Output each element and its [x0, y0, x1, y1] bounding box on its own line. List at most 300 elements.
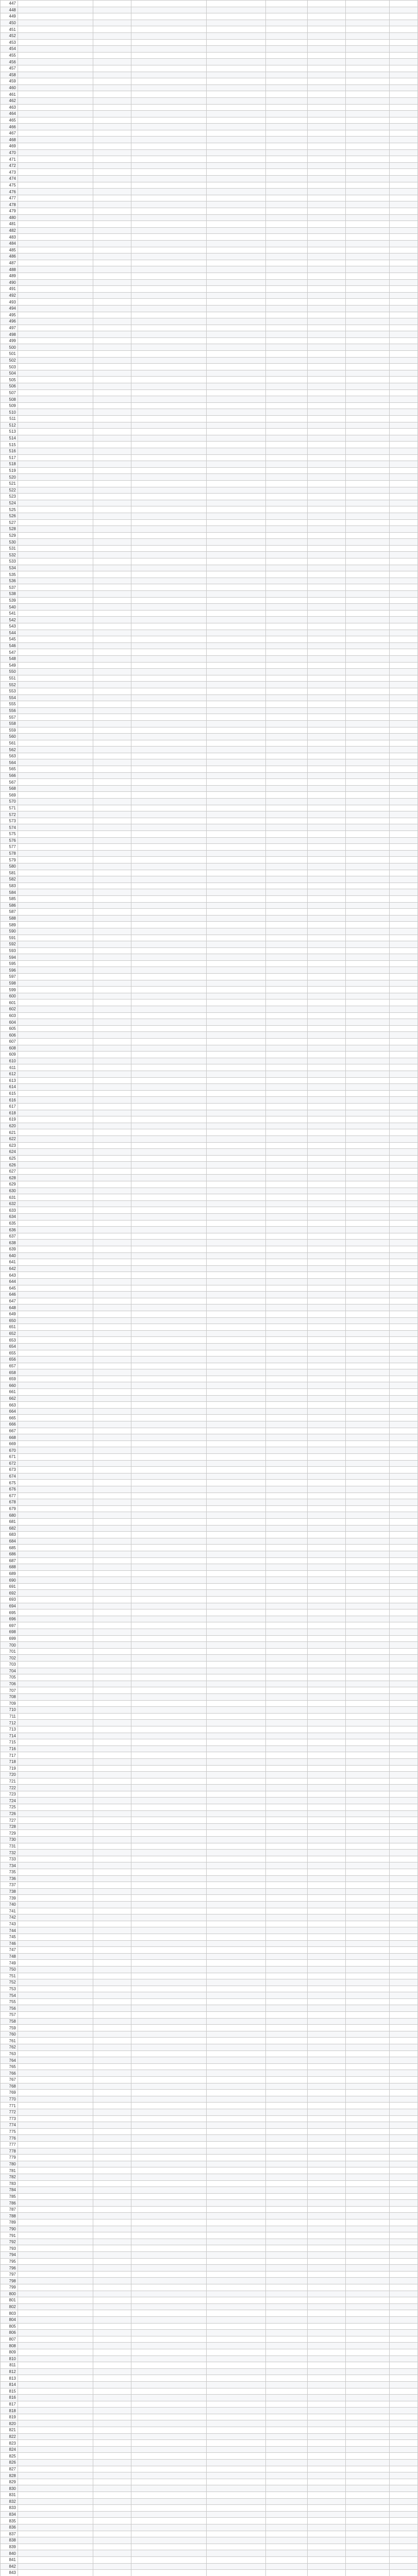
cell-code: [18, 2070, 93, 2077]
cell-type: [206, 552, 266, 558]
table-row: [1, 591, 418, 598]
cell-code: [18, 1914, 93, 1921]
cell-val: [266, 1525, 308, 1532]
cell-flag: [389, 1077, 417, 1084]
cell-flag: [389, 954, 417, 961]
cell-rate: [308, 980, 346, 987]
cell-code: [18, 299, 93, 306]
cell-name: [93, 1609, 131, 1616]
cell-rate: [308, 201, 346, 208]
cell-type: [206, 1292, 266, 1298]
cell-type: [206, 1220, 266, 1227]
cell-code: [18, 2109, 93, 2115]
cell-name: [93, 753, 131, 759]
cell-val: [266, 947, 308, 954]
cell-val: [266, 357, 308, 364]
cell-id: [131, 539, 206, 546]
cell-name: [93, 2219, 131, 2226]
cell-val: [266, 2453, 308, 2460]
cell-num: 451: [1, 26, 18, 33]
cell-id: [131, 1577, 206, 1584]
cell-code: [18, 494, 93, 500]
cell-num: 566: [1, 772, 18, 779]
cell-type: [206, 1357, 266, 1363]
cell-rate: [308, 2226, 346, 2232]
cell-num: 638: [1, 1240, 18, 1246]
cell-val: [266, 2466, 308, 2472]
cell-amt: [345, 772, 389, 779]
cell-amt: [345, 260, 389, 266]
cell-num: 658: [1, 1369, 18, 1376]
cell-flag: [389, 20, 417, 26]
cell-id: [131, 130, 206, 137]
cell-type: [206, 1953, 266, 1960]
cell-rate: [308, 325, 346, 331]
cell-code: [18, 928, 93, 935]
cell-id: [131, 1330, 206, 1337]
cell-amt: [345, 454, 389, 461]
cell-name: [93, 442, 131, 448]
cell-type: [206, 1882, 266, 1889]
cell-id: [131, 2440, 206, 2447]
cell-num: 743: [1, 1921, 18, 1927]
cell-id: [131, 1791, 206, 1798]
cell-type: [206, 935, 266, 941]
cell-flag: [389, 325, 417, 331]
cell-amt: [345, 2252, 389, 2259]
cell-num: 843: [1, 2570, 18, 2576]
cell-type: [206, 189, 266, 195]
cell-rate: [308, 1200, 346, 1207]
cell-val: [266, 2355, 308, 2362]
cell-rate: [308, 273, 346, 279]
cell-id: [131, 610, 206, 617]
cell-flag: [389, 429, 417, 435]
cell-rate: [308, 506, 346, 513]
cell-num: 624: [1, 1149, 18, 1156]
cell-num: 797: [1, 2271, 18, 2278]
table-row: [1, 130, 418, 137]
cell-num: 695: [1, 1609, 18, 1616]
cell-rate: [308, 682, 346, 688]
table-row: [1, 2219, 418, 2226]
cell-rate: [308, 331, 346, 338]
cell-amt: [345, 2077, 389, 2083]
cell-type: [206, 2122, 266, 2129]
cell-code: [18, 84, 93, 91]
cell-name: [93, 2336, 131, 2343]
cell-type: [206, 1454, 266, 1461]
table-row: [1, 46, 418, 53]
table-row: [1, 1052, 418, 1058]
cell-name: [93, 72, 131, 78]
cell-name: [93, 993, 131, 999]
cell-code: [18, 1953, 93, 1960]
cell-code: [18, 442, 93, 448]
cell-type: [206, 2303, 266, 2310]
cell-id: [131, 1525, 206, 1532]
cell-flag: [389, 214, 417, 221]
cell-code: [18, 1837, 93, 1843]
cell-val: [266, 1733, 308, 1739]
cell-code: [18, 772, 93, 779]
cell-val: [266, 1940, 308, 1947]
cell-val: [266, 1830, 308, 1837]
cell-num: 643: [1, 1272, 18, 1279]
cell-rate: [308, 1947, 346, 1954]
cell-rate: [308, 1467, 346, 1473]
cell-num: 574: [1, 824, 18, 831]
table-row: [1, 65, 418, 72]
cell-id: [131, 143, 206, 150]
cell-num: 557: [1, 714, 18, 721]
cell-code: [18, 2414, 93, 2420]
cell-rate: [308, 1785, 346, 1791]
cell-amt: [345, 1402, 389, 1409]
cell-val: [266, 2232, 308, 2239]
cell-num: 486: [1, 253, 18, 260]
cell-name: [93, 1629, 131, 1636]
cell-name: [93, 1837, 131, 1843]
table-row: [1, 402, 418, 409]
cell-type: [206, 2239, 266, 2245]
cell-val: [266, 1817, 308, 1824]
table-row: [1, 72, 418, 78]
cell-val: [266, 1687, 308, 1694]
cell-type: [206, 2155, 266, 2161]
cell-id: [131, 1285, 206, 1292]
cell-id: [131, 104, 206, 111]
cell-name: [93, 1408, 131, 1415]
cell-code: [18, 1785, 93, 1791]
cell-type: [206, 1434, 266, 1441]
cell-id: [131, 2388, 206, 2395]
cell-amt: [345, 1025, 389, 1032]
table-row: [1, 850, 418, 857]
cell-id: [131, 1927, 206, 1934]
cell-type: [206, 1791, 266, 1798]
cell-type: [206, 1986, 266, 1992]
cell-name: [93, 1207, 131, 1214]
table-row: [1, 2090, 418, 2096]
cell-type: [206, 2524, 266, 2531]
cell-code: [18, 253, 93, 260]
cell-amt: [345, 792, 389, 799]
cell-id: [131, 2083, 206, 2090]
cell-name: [93, 2511, 131, 2518]
cell-code: [18, 565, 93, 571]
cell-type: [206, 1181, 266, 1188]
cell-amt: [345, 1687, 389, 1694]
cell-rate: [308, 2161, 346, 2167]
cell-id: [131, 740, 206, 747]
cell-name: [93, 960, 131, 967]
cell-flag: [389, 1947, 417, 1954]
cell-id: [131, 2550, 206, 2557]
table-row: [1, 1545, 418, 1551]
table-row: [1, 1992, 418, 1999]
cell-id: [131, 766, 206, 773]
cell-name: [93, 954, 131, 961]
cell-val: [266, 1071, 308, 1077]
cell-amt: [345, 1518, 389, 1525]
cell-flag: [389, 2219, 417, 2226]
cell-code: [18, 947, 93, 954]
cell-code: [18, 2505, 93, 2512]
cell-id: [131, 675, 206, 682]
cell-num: 556: [1, 707, 18, 714]
cell-val: [266, 753, 308, 759]
cell-val: [266, 1350, 308, 1357]
cell-id: [131, 1278, 206, 1285]
cell-num: 739: [1, 1895, 18, 1902]
cell-code: [18, 1895, 93, 1902]
cell-code: [18, 2258, 93, 2265]
cell-id: [131, 1726, 206, 1733]
cell-type: [206, 2193, 266, 2200]
cell-code: [18, 467, 93, 474]
cell-name: [93, 655, 131, 662]
cell-flag: [389, 2239, 417, 2245]
table-row: [1, 1927, 418, 1934]
cell-name: [93, 1662, 131, 1668]
cell-amt: [345, 1149, 389, 1156]
cell-num: 577: [1, 844, 18, 851]
cell-num: 661: [1, 1389, 18, 1396]
cell-code: [18, 2330, 93, 2336]
cell-flag: [389, 1194, 417, 1201]
cell-id: [131, 993, 206, 999]
cell-type: [206, 558, 266, 565]
cell-num: 696: [1, 1616, 18, 1622]
cell-name: [93, 1428, 131, 1434]
cell-amt: [345, 714, 389, 721]
cell-rate: [308, 1726, 346, 1733]
table-row: [1, 1382, 418, 1389]
cell-val: [266, 2180, 308, 2187]
cell-val: [266, 396, 308, 403]
cell-id: [131, 2297, 206, 2304]
table-body: [1, 1, 418, 2576]
table-row: [1, 779, 418, 786]
cell-rate: [308, 662, 346, 669]
cell-val: [266, 1629, 308, 1636]
cell-flag: [389, 2408, 417, 2414]
table-row: [1, 1869, 418, 1876]
cell-id: [131, 253, 206, 260]
cell-type: [206, 2433, 266, 2440]
table-row: [1, 377, 418, 383]
cell-code: [18, 1265, 93, 1272]
cell-rate: [308, 2122, 346, 2129]
cell-rate: [308, 675, 346, 682]
cell-type: [206, 2323, 266, 2330]
cell-code: [18, 1149, 93, 1156]
table-row: [1, 2492, 418, 2499]
cell-id: [131, 474, 206, 481]
cell-code: [18, 617, 93, 623]
cell-num: 456: [1, 59, 18, 65]
cell-num: 533: [1, 558, 18, 565]
cell-id: [131, 1357, 206, 1363]
cell-num: 842: [1, 2563, 18, 2570]
cell-code: [18, 1389, 93, 1396]
cell-rate: [308, 357, 346, 364]
cell-code: [18, 1227, 93, 1233]
cell-amt: [345, 2537, 389, 2544]
cell-rate: [308, 1058, 346, 1064]
cell-code: [18, 1330, 93, 1337]
table-row: [1, 1687, 418, 1694]
cell-code: [18, 675, 93, 682]
cell-code: [18, 1888, 93, 1895]
cell-code: [18, 909, 93, 916]
cell-id: [131, 1136, 206, 1142]
cell-flag: [389, 720, 417, 727]
cell-type: [206, 1123, 266, 1129]
cell-rate: [308, 46, 346, 53]
cell-num: 585: [1, 895, 18, 902]
cell-flag: [389, 370, 417, 377]
cell-flag: [389, 1532, 417, 1538]
cell-name: [93, 720, 131, 727]
cell-type: [206, 519, 266, 526]
cell-amt: [345, 779, 389, 786]
cell-val: [266, 2141, 308, 2148]
cell-id: [131, 1545, 206, 1551]
cell-amt: [345, 1862, 389, 1869]
cell-name: [93, 208, 131, 215]
cell-id: [131, 1940, 206, 1947]
cell-num: 799: [1, 2284, 18, 2291]
table-row: [1, 2395, 418, 2401]
cell-amt: [345, 305, 389, 312]
cell-id: [131, 1947, 206, 1954]
cell-num: 675: [1, 1480, 18, 1486]
cell-val: [266, 227, 308, 234]
cell-type: [206, 1039, 266, 1045]
cell-name: [93, 2031, 131, 2038]
cell-code: [18, 59, 93, 65]
cell-num: 715: [1, 1739, 18, 1746]
cell-rate: [308, 370, 346, 377]
cell-type: [206, 895, 266, 902]
cell-flag: [389, 915, 417, 922]
cell-num: 563: [1, 753, 18, 759]
cell-flag: [389, 2167, 417, 2174]
cell-amt: [345, 1505, 389, 1512]
cell-val: [266, 2193, 308, 2200]
cell-val: [266, 2485, 308, 2492]
cell-name: [93, 2420, 131, 2427]
cell-val: [266, 1480, 308, 1486]
cell-flag: [389, 286, 417, 293]
cell-name: [93, 1389, 131, 1396]
cell-type: [206, 1551, 266, 1557]
cell-rate: [308, 2291, 346, 2297]
cell-num: 523: [1, 494, 18, 500]
cell-rate: [308, 1298, 346, 1304]
cell-flag: [389, 928, 417, 935]
cell-val: [266, 2148, 308, 2155]
cell-name: [93, 1940, 131, 1947]
cell-val: [266, 389, 308, 396]
cell-type: [206, 1778, 266, 1785]
cell-val: [266, 1317, 308, 1324]
table-row: [1, 2414, 418, 2420]
cell-code: [18, 1499, 93, 1506]
table-row: [1, 1973, 418, 1979]
cell-num: 598: [1, 980, 18, 987]
cell-type: [206, 1246, 266, 1253]
cell-flag: [389, 2271, 417, 2278]
cell-flag: [389, 987, 417, 993]
cell-type: [206, 1726, 266, 1733]
table-row: [1, 1856, 418, 1862]
cell-amt: [345, 740, 389, 747]
cell-val: [266, 279, 308, 286]
cell-flag: [389, 1473, 417, 1480]
table-row: [1, 253, 418, 260]
cell-type: [206, 117, 266, 124]
cell-code: [18, 409, 93, 416]
cell-num: 628: [1, 1175, 18, 1181]
cell-flag: [389, 642, 417, 649]
cell-id: [131, 1921, 206, 1927]
cell-val: [266, 870, 308, 876]
table-row: [1, 1486, 418, 1493]
cell-type: [206, 1389, 266, 1396]
cell-flag: [389, 532, 417, 539]
cell-num: 733: [1, 1856, 18, 1862]
cell-id: [131, 1505, 206, 1512]
cell-num: 796: [1, 2265, 18, 2272]
cell-rate: [308, 176, 346, 182]
table-row: [1, 312, 418, 318]
cell-amt: [345, 2103, 389, 2109]
cell-rate: [308, 707, 346, 714]
table-row: [1, 2511, 418, 2518]
cell-code: [18, 2460, 93, 2466]
cell-flag: [389, 1733, 417, 1739]
cell-flag: [389, 1921, 417, 1927]
cell-val: [266, 1901, 308, 1908]
cell-type: [206, 1720, 266, 1726]
cell-type: [206, 655, 266, 662]
cell-code: [18, 2155, 93, 2161]
cell-rate: [308, 2401, 346, 2408]
table-row: [1, 1395, 418, 1402]
cell-rate: [308, 1343, 346, 1350]
cell-name: [93, 2271, 131, 2278]
cell-flag: [389, 2083, 417, 2090]
cell-num: 768: [1, 2083, 18, 2090]
cell-code: [18, 805, 93, 811]
cell-val: [266, 26, 308, 33]
cell-amt: [345, 1292, 389, 1298]
cell-name: [93, 2485, 131, 2492]
cell-val: [266, 337, 308, 344]
table-row: [1, 195, 418, 201]
cell-name: [93, 2433, 131, 2440]
cell-type: [206, 999, 266, 1006]
cell-id: [131, 337, 206, 344]
table-row: [1, 1006, 418, 1013]
cell-amt: [345, 630, 389, 636]
cell-amt: [345, 2155, 389, 2161]
cell-amt: [345, 2070, 389, 2077]
table-row: [1, 2472, 418, 2479]
